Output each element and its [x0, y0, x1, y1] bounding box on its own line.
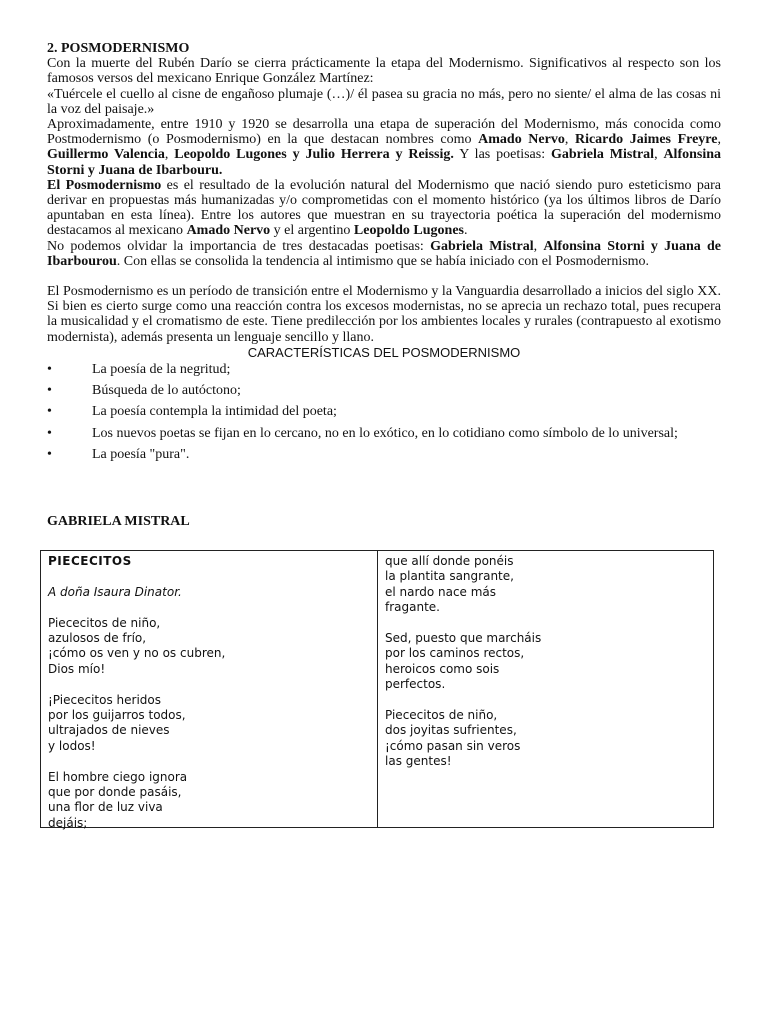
bullet-icon: •	[47, 404, 52, 420]
poem-line: perfectos.	[385, 677, 446, 692]
poem-line: dos joyitas sufrientes,	[385, 723, 517, 738]
text-run: Y las poetisas:	[453, 147, 551, 163]
bullet-icon: •	[47, 425, 52, 441]
list-item	[47, 362, 721, 377]
poem-line: ultrajados de nieves	[48, 723, 170, 738]
poem-title: PIECECITOS	[48, 554, 132, 568]
poem-line: fragante.	[385, 600, 440, 615]
poem-line: ¡cómo pasan sin veros	[385, 738, 521, 753]
list-item	[47, 383, 721, 398]
poem-column-right	[378, 551, 713, 827]
text-run: Aproximadamente, entre 1910 y 1920 se desarrolla una etapa de superación del Modernismo, más conocida como Postmodernismo (o Posmodernismo) en la que destacan nombres como	[47, 117, 721, 148]
author-name: Guillermo Valencia	[47, 147, 165, 163]
text-run: . Con ellas se consolida la tendencia al intimismo que se había iniciado con el Posmodernismo.	[116, 253, 650, 269]
list-item	[47, 404, 721, 419]
stanza-gap	[385, 616, 706, 631]
poem-line: el nardo nace más	[385, 584, 497, 599]
poem-line: dejáis;	[48, 815, 88, 830]
bullet-icon: •	[47, 362, 52, 378]
poem-line: las gentes!	[385, 754, 452, 769]
text-run: ,	[654, 147, 664, 163]
author-name: Ricardo Jaimes Freyre	[574, 132, 718, 148]
stanza-gap	[48, 754, 370, 769]
author-name: Amado Nervo	[478, 132, 565, 148]
author-name: Alfonsina Storni y Juana de Ibarbourou	[47, 238, 722, 269]
author-name: Leopoldo Lugones	[353, 223, 464, 239]
poem-dedication: A doña Isaura Dinator.	[48, 584, 182, 599]
poem-line: que por donde pasáis,	[48, 785, 182, 800]
list-item-text: Búsqueda de lo autóctono;	[92, 383, 241, 399]
poem-table	[40, 550, 714, 828]
poem-line: que allí donde ponéis	[385, 554, 514, 568]
author-name: Gabriela Mistral	[550, 147, 655, 163]
list-item	[47, 426, 721, 441]
stanza-gap	[48, 600, 370, 615]
paragraph-transition: El Posmodernismo es un período de transición entre el Modernismo y la Vanguardia desarrollado a inicios del siglo XX. Si bien es cierto surge como una reacción contra los excesos modernistas, no se aprecia un rechazo total, pues recupera la musicalidad y el cromatismo de este. Tiene predilección por los ambientes locales y rurales (contrapuesto al exotismo modernista), además presenta un lenguaje sencillo y llano.	[47, 284, 721, 345]
paragraph-intro: Con la muerte del Rubén Darío se cierra prácticamente la etapa del Modernismo. Significativos al respecto son los famosos versos del mexicano Enrique González Martínez:	[47, 56, 721, 87]
poem-line: azulosos de frío,	[48, 631, 147, 645]
poem-line: Sed, puesto que marcháis	[385, 631, 542, 646]
poem-line: Piececitos de niño,	[385, 708, 498, 723]
stanza-gap	[48, 677, 370, 692]
list-item-text: Los nuevos poetas se fijan en lo cercano, no en lo exótico, en lo cotidiano como símbolo de lo universal;	[92, 425, 678, 441]
spacer	[47, 269, 721, 284]
paragraph-definition	[47, 178, 721, 239]
quote-verses: «Tuércele el cuello al cisne de engañoso plumaje (…)/ él pasea su gracia no más, pero no siente/ el alma de las cosas ni la voz del paisaje.»	[47, 86, 721, 117]
author-name: Amado Nervo	[186, 223, 271, 239]
text-run: ,	[533, 238, 544, 254]
paragraph-authors	[47, 117, 721, 178]
text-run: ,	[164, 147, 175, 163]
bullet-icon: •	[47, 446, 52, 462]
list-item	[47, 447, 721, 462]
text-run: ,	[564, 132, 575, 148]
poem-line: heroicos como sois	[385, 661, 500, 676]
document-body	[47, 41, 721, 468]
author-section-title: GABRIELA MISTRAL	[47, 514, 190, 529]
poem-line: la plantita sangrante,	[385, 569, 514, 584]
poem-column-left	[41, 551, 378, 830]
section-heading: 2. POSMODERNISMO	[47, 41, 190, 56]
text-run: y el argentino	[270, 223, 354, 239]
stanza-gap	[385, 693, 706, 708]
term: El Posmodernismo	[47, 177, 162, 193]
text-run: .	[464, 223, 468, 239]
poem-lines-right	[385, 554, 706, 770]
poem-line: Dios mío!	[48, 661, 106, 676]
characteristics-list	[47, 362, 721, 462]
text-run: es el resultado de la evolución natural del Modernismo que nació siendo puro esteticismo para derivar en propuestas más humanizadas y/o comprometidas con el momento histórico (ya los últimos libros de Darío apuntaban en esta línea). Entre los autores que muestran en su trayectoria poética la superación del modernismo destacamos al mexicano	[47, 177, 722, 239]
poem-lines-left	[48, 616, 370, 832]
paragraph-poetesses	[47, 239, 721, 269]
list-item-text: La poesía "pura".	[92, 446, 190, 462]
author-name: Alfonsina Storni y Juana de Ibarbouru.	[47, 147, 722, 178]
poem-line: El hombre ciego ignora	[48, 769, 188, 784]
bullet-icon: •	[47, 383, 52, 399]
stanza-gap	[48, 569, 370, 584]
poem-line: por los guijarros todos,	[48, 708, 186, 723]
text-run: No podemos olvidar la importancia de tres destacadas poetisas:	[47, 238, 431, 254]
poem-line: una flor de luz viva	[48, 800, 163, 815]
characteristics-heading: CARACTERÍSTICAS DEL POSMODERNISMO	[247, 344, 521, 360]
list-item-text: La poesía contempla la intimidad del poeta;	[92, 404, 337, 420]
author-name: Gabriela Mistral	[430, 238, 534, 254]
poem-line: y lodos!	[48, 738, 96, 753]
list-item-text: La poesía de la negritud;	[92, 362, 231, 378]
poem-line: ¡cómo os ven y no os cubren,	[48, 646, 226, 661]
text-run: ,	[717, 132, 721, 148]
poem-line: ¡Piececitos heridos	[48, 692, 161, 707]
poem-line: por los caminos rectos,	[385, 646, 525, 661]
poem-line: Piececitos de niño,	[48, 615, 161, 630]
author-name: Leopoldo Lugones y Julio Herrera y Reissig.	[174, 147, 454, 163]
